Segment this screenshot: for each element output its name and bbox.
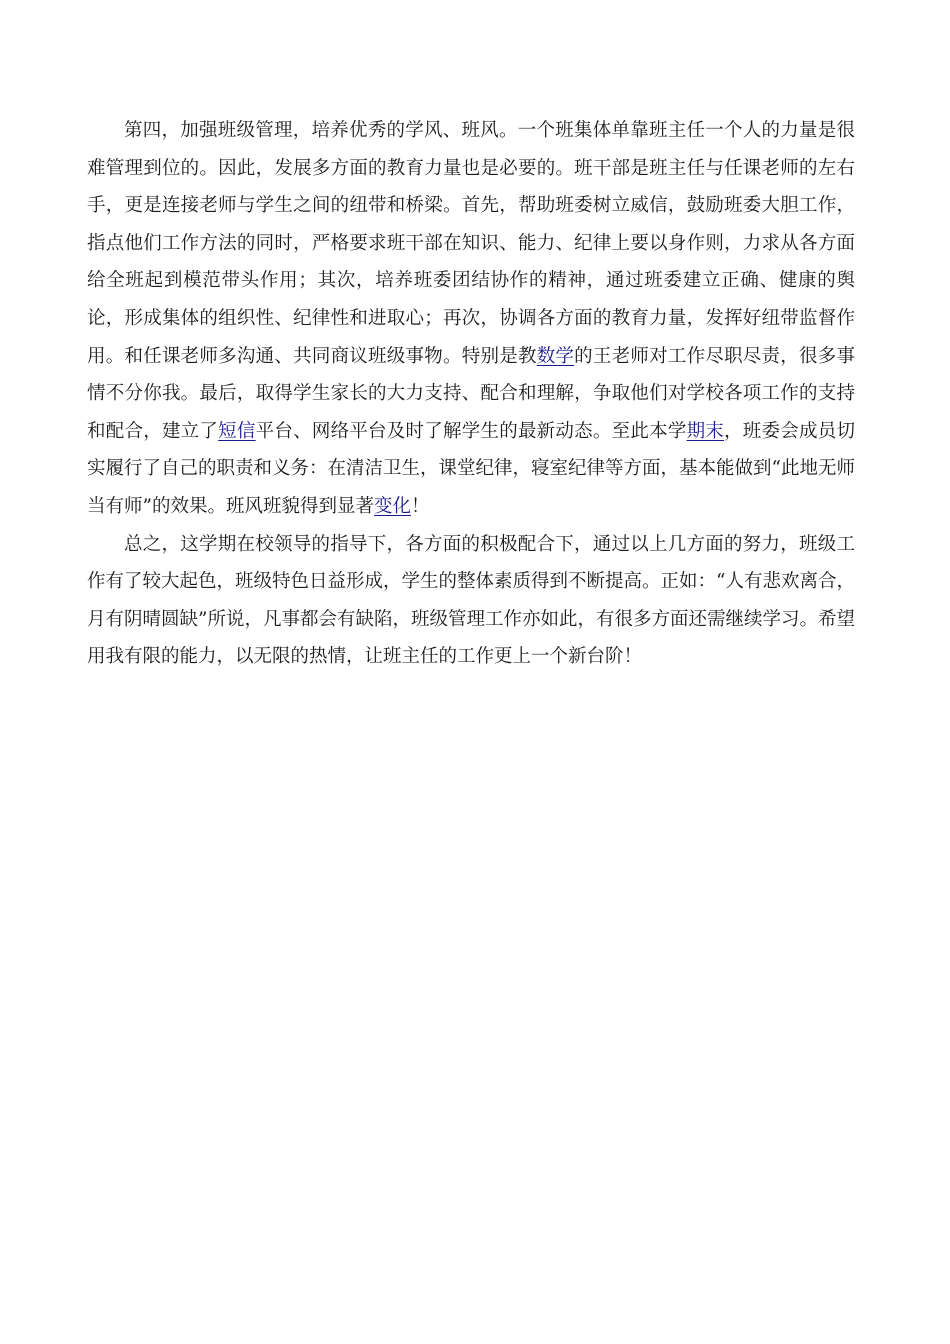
text-run: ，班委会成员切实履行了自己的职责和义务：在清洁卫生，课堂纪律，寝室纪律等方面，基本能做到“此地无师当有师”的效果。班风班貌得到显著 bbox=[87, 420, 855, 517]
link-math[interactable]: 数学 bbox=[536, 345, 575, 367]
paragraph-summary bbox=[87, 526, 855, 676]
text-run: ！ bbox=[410, 495, 430, 517]
link-term-end[interactable]: 期末 bbox=[686, 420, 725, 442]
text-run: 的王老师对工作尽职尽责，很多事情不分你我。最后，取得学生家长的大力支持、配合和理解，争取他们对学校各项工作的支持和配合，建立了 bbox=[87, 345, 855, 442]
text-run: 总之，这学期在校领导的指导下，各方面的积极配合下，通过以上几方面的努力，班级工作有了较大起色，班级特色日益形成，学生的整体素质得到不断提高。正如：“人有悲欢离合，月有阴晴圆缺”所说，凡事都会有缺陷，班级管理工作亦如此，有很多方面还需继续学习。希望用我有限的能力，以无限的热情，让班主任的工作更上一个新台阶！ bbox=[87, 533, 855, 668]
link-sms[interactable]: 短信 bbox=[218, 420, 256, 442]
text-run: 第四，加强班级管理，培养优秀的学风、班风。一个班集体单靠班主任一个人的力量是很难管理到位的。因此，发展多方面的教育力量也是必要的。班干部是班主任与任课老师的左右手，更是连接老师与学生之间的纽带和桥梁。首先，帮助班委树立威信，鼓励班委大胆工作，指点他们工作方法的同时，严格要求班干部在知识、能力、纪律上要以身作则，力求从各方面给全班起到模范带头作用；其次，培养班委团结协作的精神，通过班委建立正确、健康的舆论，形成集体的组织性、纪律性和进取心；再次，协调各方面的教育力量，发挥好纽带监督作用。和任课老师多沟通、共同商议班级事物。特别是教 bbox=[87, 120, 855, 367]
link-change[interactable]: 变化 bbox=[373, 495, 411, 517]
paragraph-class-management bbox=[87, 112, 855, 526]
text-run: 平台、网络平台及时了解学生的最新动态。至此本学 bbox=[255, 420, 687, 442]
document-body bbox=[87, 112, 855, 676]
